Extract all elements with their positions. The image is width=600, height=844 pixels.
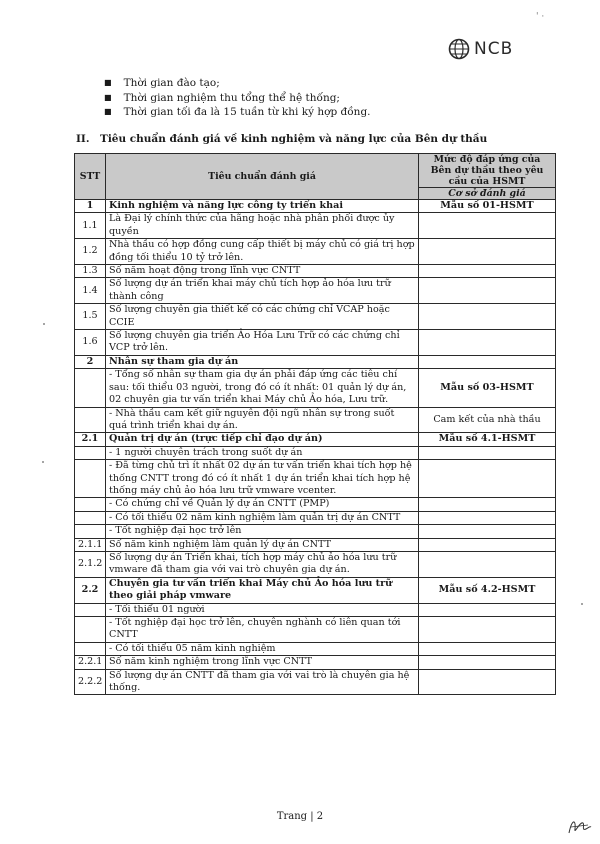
row-criterion: - 1 người chuyên trách trong suốt dự án	[106, 446, 419, 459]
row-criterion: Số lượng dự án triển khai máy chủ tích hợp ảo hóa lưu trữ thành công	[106, 278, 419, 304]
table-row	[75, 525, 556, 538]
row-criterion: - Tốt nghiệp đại học trở lên	[106, 525, 419, 538]
row-stt	[75, 603, 106, 616]
row-stt: 1.4	[75, 278, 106, 304]
corner-mark: ' ·	[536, 12, 545, 22]
row-criterion: Là Đại lý chính thức của hãng hoặc nhà phân phối được ủy quyền	[106, 213, 419, 239]
criteria-table	[74, 153, 556, 695]
row-response	[419, 642, 556, 655]
row-stt: 1.6	[75, 330, 106, 356]
row-stt: 1.3	[75, 265, 106, 278]
scan-speck	[43, 323, 45, 325]
row-stt	[75, 617, 106, 643]
row-response	[419, 330, 556, 356]
row-criterion: Kinh nghiệm và năng lực công ty triển khai	[106, 200, 419, 213]
table-row	[75, 239, 556, 265]
row-stt	[75, 407, 106, 433]
row-stt: 1.2	[75, 239, 106, 265]
row-response	[419, 446, 556, 459]
row-stt	[75, 525, 106, 538]
row-criterion: - Tốt nghiệp đại học trở lên, chuyên nghành có liên quan tới CNTT	[106, 617, 419, 643]
table-row	[75, 200, 556, 213]
row-stt	[75, 446, 106, 459]
ncb-logo	[448, 38, 513, 60]
bullet-square-icon: ■	[104, 78, 112, 87]
bullet-list	[104, 76, 371, 120]
row-criterion: - Tối thiểu 01 người	[106, 603, 419, 616]
table-row	[75, 511, 556, 524]
row-response	[419, 656, 556, 669]
logo-text: NCB	[474, 39, 514, 59]
row-criterion: - Có chứng chỉ về Quản lý dự án CNTT (PMP)	[106, 498, 419, 511]
scan-speck	[42, 461, 44, 463]
row-response	[419, 304, 556, 330]
table-row	[75, 551, 556, 577]
section-heading: Tiêu chuẩn đánh giá về kinh nghiệm và năng lực của Bên dự thầu	[100, 133, 488, 145]
table-row	[75, 460, 556, 498]
row-response	[419, 265, 556, 278]
row-criterion: Số năm hoạt động trong lĩnh vực CNTT	[106, 265, 419, 278]
row-criterion: Số năm kinh nghiệm trong lĩnh vực CNTT	[106, 656, 419, 669]
row-criterion: - Đã từng chủ trì ít nhất 02 dự án tư vấn triển khai tích hợp hệ thống CNTT trong đó có ít nhất 1 dự án triển khai tích hợp hệ thống máy chủ ảo hóa lưu trữ vmware vcenter.	[106, 460, 419, 498]
table-row	[75, 433, 556, 446]
header-response: Mức độ đáp ứng của Bên dự thầu theo yêu cầu của HSMT Cơ sở đánh giá	[419, 154, 556, 200]
row-criterion: - Tổng số nhân sự tham gia dự án phải đáp ứng các tiêu chí sau: tối thiểu 03 người, trong đó có ít nhất: 01 quản lý dự án, 02 chuyên gia tư vấn triển khai Máy chủ Ảo hóa, Lưu trữ.	[106, 369, 419, 407]
row-stt: 1	[75, 200, 106, 213]
table-row	[75, 278, 556, 304]
row-criterion: Số lượng chuyên gia triển Ảo Hóa Lưu Trữ có các chứng chỉ VCP trở lên.	[106, 330, 419, 356]
table-row	[75, 355, 556, 368]
row-criterion: Chuyên gia tư vấn triển khai Máy chủ Ảo hóa lưu trữ theo giải pháp vmware	[106, 577, 419, 603]
row-response: Mẫu số 01-HSMT	[419, 200, 556, 213]
row-stt: 2.2.1	[75, 656, 106, 669]
bullet-square-icon: ■	[104, 107, 112, 116]
row-response	[419, 460, 556, 498]
row-response	[419, 239, 556, 265]
page-number: Trang | 2	[276, 811, 324, 822]
row-stt: 2	[75, 355, 106, 368]
table-row	[75, 577, 556, 603]
row-criterion: Quản trị dự án (trực tiếp chỉ đạo dự án)	[106, 433, 419, 446]
row-criterion: - Có tối thiểu 05 năm kinh nghiệm	[106, 642, 419, 655]
row-response	[419, 617, 556, 643]
row-response	[419, 669, 556, 695]
table-row	[75, 265, 556, 278]
row-response: Mẫu số 4.2-HSMT	[419, 577, 556, 603]
row-response	[419, 603, 556, 616]
table-row	[75, 369, 556, 407]
table-row	[75, 617, 556, 643]
table-row	[75, 446, 556, 459]
row-response: Cam kết của nhà thầu	[419, 407, 556, 433]
table-row	[75, 538, 556, 551]
row-response	[419, 538, 556, 551]
row-criterion: Số lượng dự án CNTT đã tham gia với vai trò là chuyên gia hệ thống.	[106, 669, 419, 695]
signature-initials	[566, 815, 592, 837]
row-stt	[75, 369, 106, 407]
table-row	[75, 498, 556, 511]
row-response	[419, 551, 556, 577]
table-row	[75, 656, 556, 669]
row-response	[419, 278, 556, 304]
row-stt: 1.5	[75, 304, 106, 330]
row-stt	[75, 498, 106, 511]
header-stt: STT	[75, 154, 106, 200]
row-stt: 2.1.2	[75, 551, 106, 577]
row-criterion: - Có tối thiểu 02 năm kinh nghiệm làm quản trị dự án CNTT	[106, 511, 419, 524]
row-stt: 1.1	[75, 213, 106, 239]
row-stt	[75, 460, 106, 498]
header-criteria: Tiêu chuẩn đánh giá	[106, 154, 419, 200]
row-criterion: Số lượng dự án Triển khai, tích hợp máy chủ ảo hóa lưu trữ vmware đã tham gia với vai trò chuyên gia dự án.	[106, 551, 419, 577]
row-response	[419, 525, 556, 538]
row-stt	[75, 642, 106, 655]
row-criterion: Nhân sự tham gia dự án	[106, 355, 419, 368]
scan-speck	[581, 603, 583, 605]
table-row	[75, 603, 556, 616]
row-stt: 2.2.2	[75, 669, 106, 695]
table-row	[75, 304, 556, 330]
list-item: ■ Thời gian đào tạo;	[104, 77, 220, 89]
list-item: ■ Thời gian nghiệm thu tổng thể hệ thống;	[104, 91, 340, 104]
row-stt: 2.2	[75, 577, 106, 603]
table-row	[75, 407, 556, 433]
row-criterion: - Nhà thầu cam kết giữ nguyên đội ngũ nhân sự trong suốt quá trình triển khai dự án.	[106, 407, 419, 433]
header-basis: Cơ sở đánh giá	[419, 187, 555, 199]
table-row	[75, 330, 556, 356]
table-row	[75, 213, 556, 239]
section-number: II.	[76, 133, 90, 145]
section-title	[76, 133, 487, 145]
row-response	[419, 511, 556, 524]
row-stt	[75, 511, 106, 524]
row-criterion: Nhà thầu có hợp đồng cung cấp thiết bị máy chủ có giá trị hợp đồng tối thiểu 10 tỷ trở lên.	[106, 239, 419, 265]
table-header-row	[75, 154, 556, 200]
row-criterion: Số năm kinh nghiệm làm quản lý dự án CNTT	[106, 538, 419, 551]
ncb-globe-icon	[448, 38, 470, 60]
row-stt: 2.1	[75, 433, 106, 446]
row-response	[419, 355, 556, 368]
row-response	[419, 213, 556, 239]
row-response	[419, 498, 556, 511]
row-criterion: Số lượng chuyên gia thiết kế có các chứng chỉ VCAP hoặc CCIE	[106, 304, 419, 330]
row-response: Mẫu số 4.1-HSMT	[419, 433, 556, 446]
list-item: ■ Thời gian tối đa là 15 tuần từ khi ký hợp đồng.	[104, 106, 371, 118]
row-stt: 2.1.1	[75, 538, 106, 551]
bullet-square-icon: ■	[104, 92, 112, 102]
table-row	[75, 642, 556, 655]
row-response: Mẫu số 03-HSMT	[419, 369, 556, 407]
table-row	[75, 669, 556, 695]
